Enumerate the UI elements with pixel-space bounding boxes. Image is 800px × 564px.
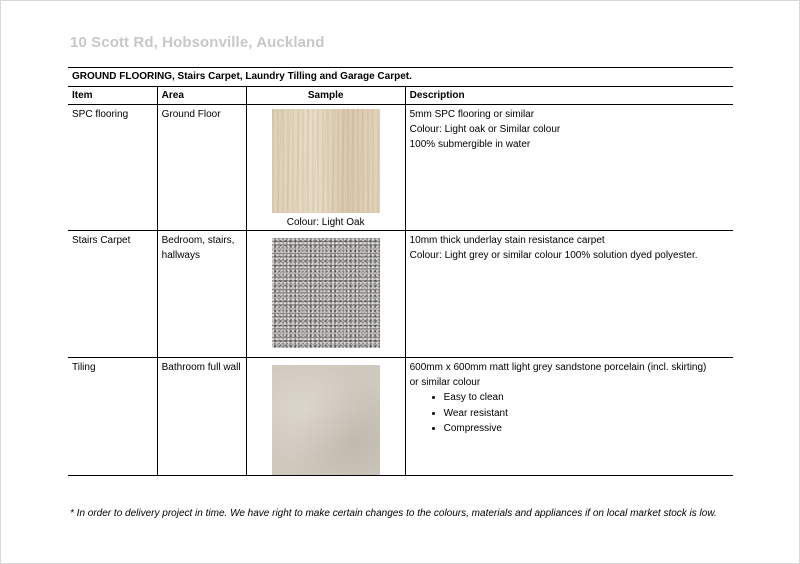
cell-description [405, 105, 733, 231]
cell-item: Stairs Carpet [68, 231, 157, 358]
cell-area: Ground Floor [157, 105, 246, 231]
cell-item: SPC flooring [68, 105, 157, 231]
list-item: • Compressive [444, 421, 729, 437]
cell-sample [246, 105, 405, 231]
cell-area: Bathroom full wall [157, 358, 246, 476]
sample-caption: Colour: Light Oak [286, 217, 365, 228]
area-line: Bedroom, stairs, [161, 235, 235, 246]
description-line: Colour: Light grey or similar colour 100% solution dyed polyester. [409, 250, 698, 261]
description-line: 600mm x 600mm matt light grey sandstone porcelain (incl. skirting) [409, 362, 707, 373]
header-area: Area [157, 87, 246, 105]
document-title: 10 Scott Rd, Hobsonville, Auckland [70, 34, 325, 51]
table-caption: GROUND FLOORING, Stairs Carpet, Laundry Tilling and Garage Carpet. [68, 68, 733, 87]
area-line: hallways [161, 250, 200, 261]
description-line: or similar colour [409, 377, 481, 388]
footnote: * In order to delivery project in time. We have right to make certain changes to the colours, materials and appliances if on local market stock is low. [70, 508, 717, 519]
flooring-spec-table [68, 67, 733, 476]
header-item: Item [68, 87, 157, 105]
cell-item: Tiling [68, 358, 157, 476]
table-row-spc-flooring [68, 105, 733, 231]
light-oak-sample-image [272, 109, 380, 213]
table-row-tiling [68, 358, 733, 476]
grey-carpet-sample-image [272, 238, 380, 348]
cell-sample [246, 358, 405, 476]
feature-list [410, 390, 729, 437]
header-sample: Sample [246, 87, 405, 105]
sandstone-tile-sample-image [272, 365, 380, 475]
table-caption-row [68, 68, 733, 87]
cell-area [157, 231, 246, 358]
table-header-row [68, 87, 733, 105]
cell-description [405, 231, 733, 358]
list-item: • Wear resistant [444, 406, 729, 422]
description-line: Colour: Light oak or Similar colour [409, 124, 561, 135]
table-row-stairs-carpet [68, 231, 733, 358]
cell-description [405, 358, 733, 476]
description-line: 100% submergible in water [409, 139, 531, 150]
description-line: 10mm thick underlay stain resistance carpet [409, 235, 605, 246]
header-description: Description [405, 87, 733, 105]
cell-sample [246, 231, 405, 358]
description-line: 5mm SPC flooring or similar [409, 109, 535, 120]
list-item: • Easy to clean [444, 390, 729, 406]
